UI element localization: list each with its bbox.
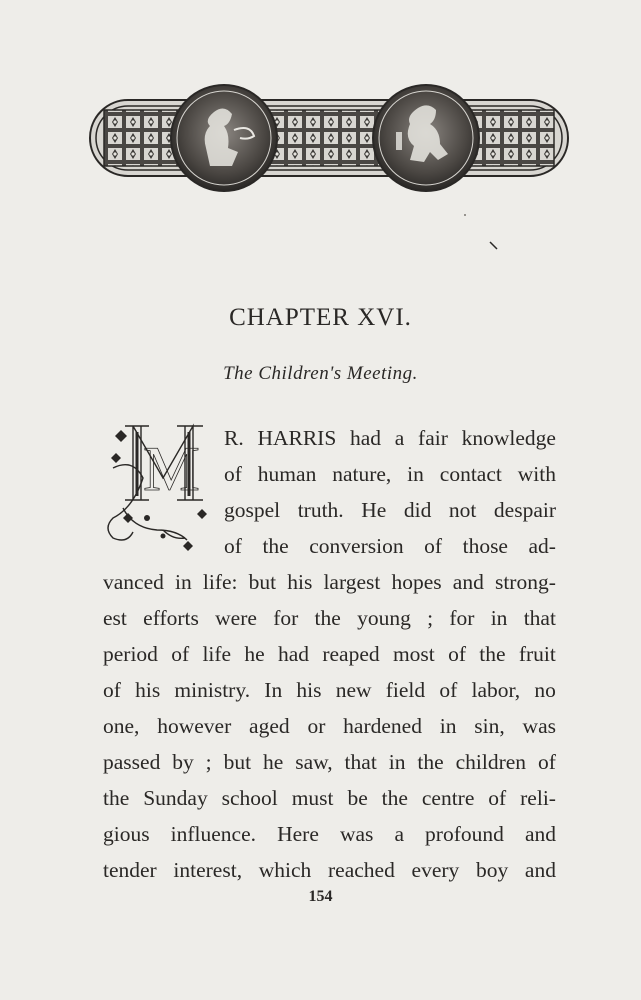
text-line: passed by ; but he saw, that in the children of [103,750,556,774]
text-line: vanced in life: but his largest hopes and strong- [103,570,556,594]
paper-speck [488,240,500,252]
text-line: est efforts were for the young ; for in that [103,606,556,630]
chapter-title: CHAPTER XVI. [229,304,412,331]
text-line: R. HARRIS had a fair knowledge [224,426,556,450]
text-line: tender interest, which reached every boy and [103,858,556,882]
text-line: period of life he had reaped most of the fruit [103,642,556,666]
paper-speck [462,212,468,218]
text-line: of the conversion of those ad- [224,534,556,558]
dropcap-text: M [143,433,200,504]
page-number: 154 [308,888,333,905]
text-line: gious influence. Here was a profound and [103,822,556,846]
chapter-subtitle: The Children's Meeting. [223,363,418,384]
text-line: gospel truth. He did not despair [224,498,556,522]
text-line: one, however aged or hardened in sin, was [103,714,556,738]
text-line: of human nature, in contact with [224,462,556,486]
text-line: the Sunday school must be the centre of reli- [103,786,556,810]
text-line: of his ministry. In his new field of labor, no [103,678,556,702]
